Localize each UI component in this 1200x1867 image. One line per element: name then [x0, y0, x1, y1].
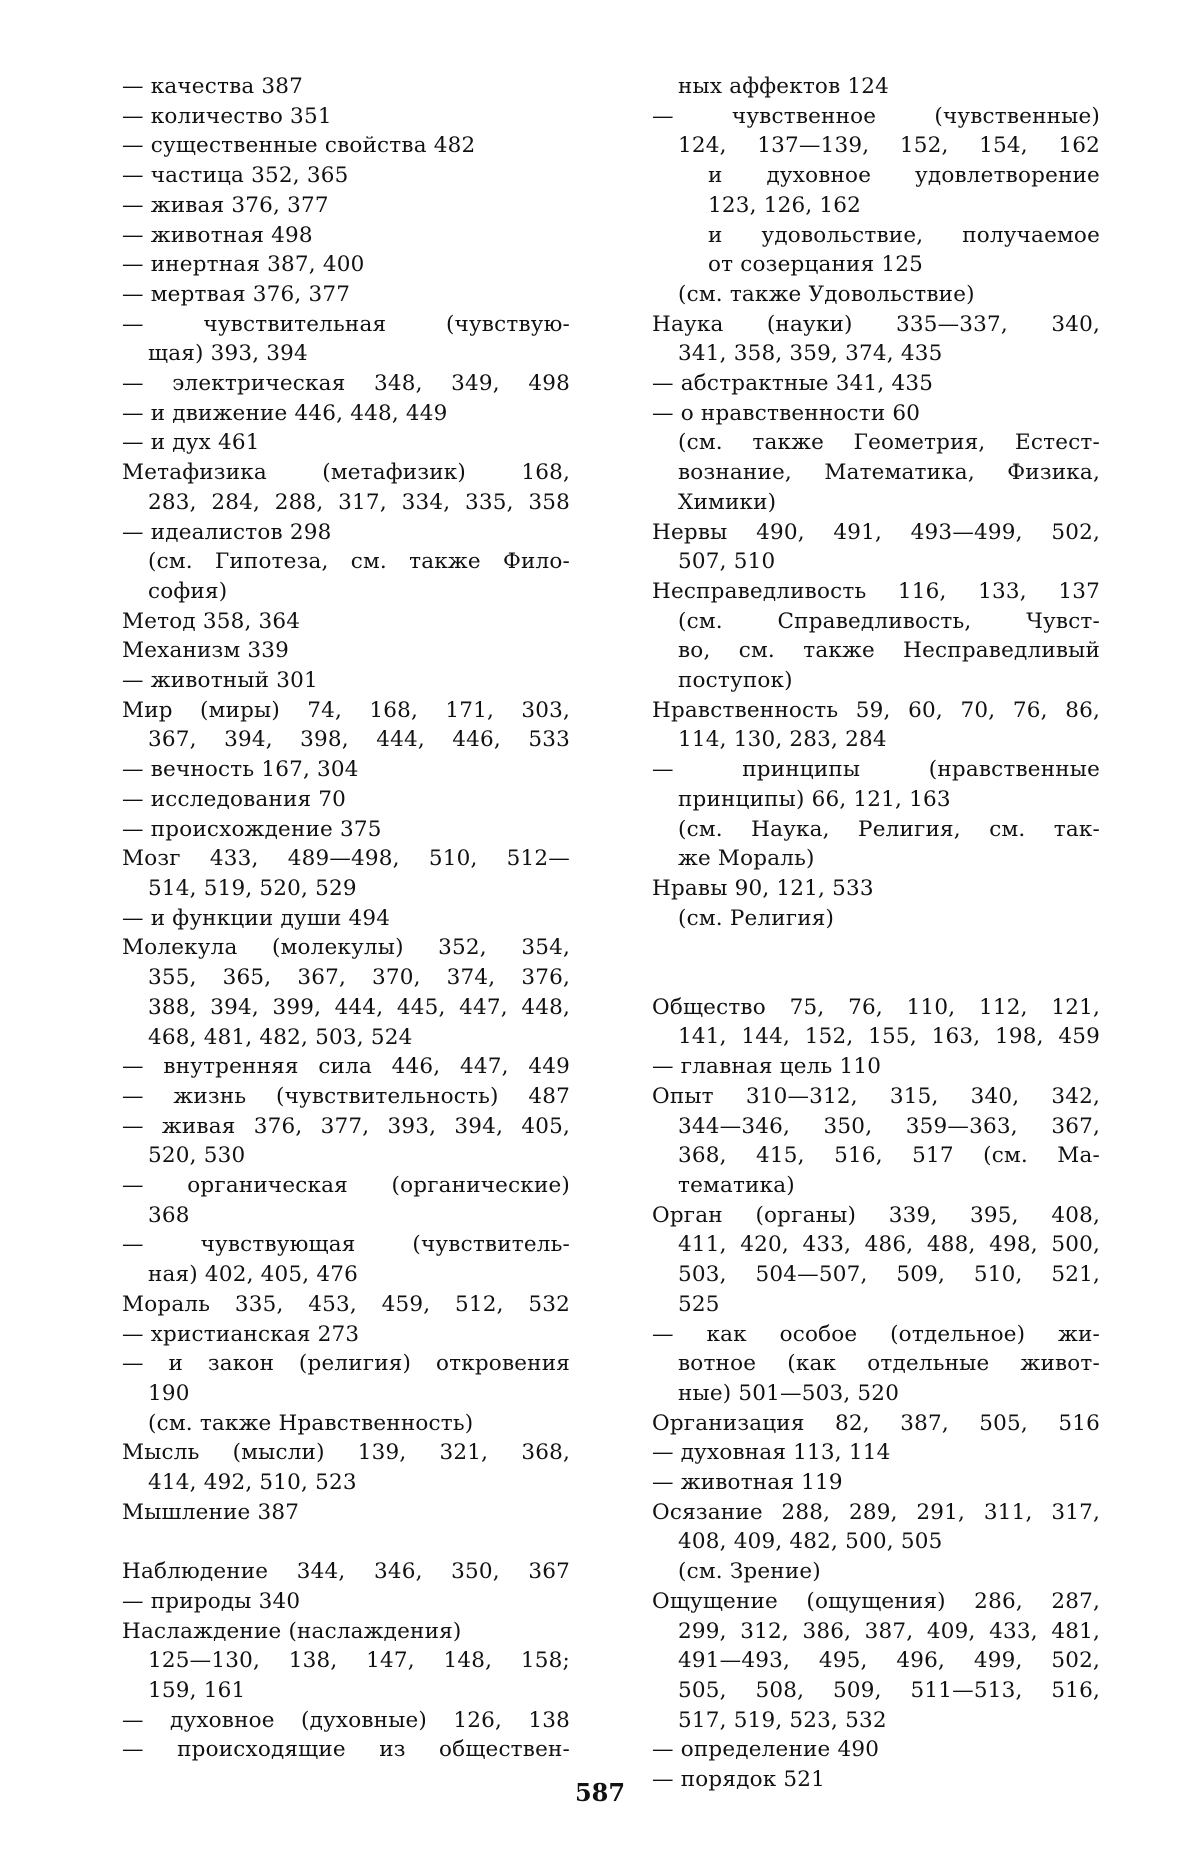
- index-entry-line: — происходящие из обществен-: [122, 1737, 570, 1763]
- index-entry-heading: Мир (миры) 74, 168, 171, 303,: [122, 697, 570, 723]
- index-entry-line: (см. Зрение): [678, 1559, 821, 1585]
- index-entry-line: поступок): [678, 668, 793, 694]
- index-entry-line: 141, 144, 152, 155, 163, 198, 459: [678, 1024, 1100, 1050]
- index-entry-line: 190: [148, 1380, 190, 1406]
- index-entry-line: — мертвая 376, 377: [122, 281, 351, 307]
- index-entry-line: 517, 519, 523, 532: [678, 1707, 887, 1733]
- index-entry-line: (см. также Геометрия, Естест-: [678, 430, 1100, 456]
- index-entry-line: — чувствующая (чувствитель-: [122, 1232, 570, 1258]
- index-entry-line: 505, 508, 509, 511—513, 516,: [678, 1677, 1100, 1703]
- index-entry-line: — духовная 113, 114: [652, 1440, 891, 1466]
- index-entry-line: — животная 498: [122, 222, 313, 248]
- index-entry-line: софия): [148, 578, 228, 604]
- index-entry-line: 520, 530: [148, 1143, 246, 1169]
- index-entry-line: ная) 402, 405, 476: [148, 1262, 358, 1288]
- index-entry-line: 388, 394, 399, 444, 445, 447, 448,: [148, 994, 570, 1020]
- index-entry-line: 114, 130, 283, 284: [678, 727, 887, 753]
- blank-line: [652, 933, 1100, 963]
- index-entry-line: же Мораль): [678, 846, 815, 872]
- index-entry-line: — и движение 446, 448, 449: [122, 400, 448, 426]
- index-entry-line: — чувственное (чувственные): [652, 103, 1100, 129]
- index-entry-line: — определение 490: [652, 1737, 880, 1763]
- index-entry-line: 491—493, 495, 496, 499, 502,: [678, 1648, 1100, 1674]
- index-entry-line: — и дух 461: [122, 430, 260, 456]
- blank-line: [652, 963, 1100, 993]
- index-entry-line: 283, 284, 288, 317, 334, 335, 358: [148, 489, 570, 515]
- index-entry-line: — животная 119: [652, 1470, 843, 1496]
- index-entry-line: — происхождение 375: [122, 816, 382, 842]
- index-entry-line: 124, 137—139, 152, 154, 162: [678, 133, 1100, 159]
- index-entry-line: — количество 351: [122, 103, 332, 129]
- page-number: 587: [574, 1778, 626, 1807]
- index-entry-line: 507, 510: [678, 549, 776, 575]
- index-entry-line: — существенные свойства 482: [122, 133, 476, 159]
- index-entry-line: — духовное (духовные) 126, 138: [122, 1707, 570, 1733]
- index-entry-line: — вечность 167, 304: [122, 757, 359, 783]
- index-entry-line: — живая 376, 377: [122, 192, 329, 218]
- index-entry-line: 468, 481, 482, 503, 524: [148, 1024, 413, 1050]
- index-entry-line: (см. Наука, Религия, см. так-: [678, 816, 1100, 842]
- index-entry-heading: Мысль (мысли) 139, 321, 368,: [122, 1440, 570, 1466]
- index-entry-heading: Несправедливость 116, 133, 137: [652, 578, 1100, 604]
- index-entry-line: 341, 358, 359, 374, 435: [678, 341, 943, 367]
- index-entry-line: — жизнь (чувствительность) 487: [122, 1083, 570, 1109]
- index-entry-heading: Наслаждение (наслаждения): [122, 1618, 462, 1644]
- index-entry-heading: Метод 358, 364: [122, 608, 301, 634]
- index-entry-line: — инертная 387, 400: [122, 252, 365, 278]
- index-entry-line: и удовольствие, получаемое: [708, 222, 1100, 248]
- index-entry-line: 355, 365, 367, 370, 374, 376,: [148, 965, 570, 991]
- index-entry-heading: Общество 75, 76, 110, 112, 121,: [652, 994, 1100, 1020]
- index-entry-heading: Мозг 433, 489—498, 510, 512—: [122, 846, 570, 872]
- index-entry-line: — принципы (нравственные: [652, 757, 1100, 783]
- index-entry-heading: Осязание 288, 289, 291, 311, 317,: [652, 1499, 1100, 1525]
- index-entry-line: 344—346, 350, 359—363, 367,: [678, 1113, 1100, 1139]
- index-entry-line: 514, 519, 520, 529: [148, 875, 357, 901]
- index-entry-line: 367, 394, 398, 444, 446, 533: [148, 727, 570, 753]
- index-entry-heading: Нравы 90, 121, 533: [652, 875, 874, 901]
- index-entry-line: 503, 504—507, 509, 510, 521,: [678, 1262, 1100, 1288]
- index-entry-line: — христианская 273: [122, 1321, 360, 1347]
- index-entry-line: 123, 126, 162: [708, 192, 862, 218]
- index-entry-line: Химики): [678, 489, 777, 515]
- index-entry-line: 159, 161: [148, 1677, 246, 1703]
- index-entry-line: 368, 415, 516, 517 (см. Ма-: [678, 1143, 1100, 1169]
- index-entry-line: — качества 387: [122, 74, 304, 99]
- index-entry-line: — порядок 521: [652, 1767, 826, 1793]
- index-entry-line: — природы 340: [122, 1588, 301, 1614]
- index-entry-line: — и функции души 494: [122, 905, 391, 931]
- index-entry-line: тематика): [678, 1172, 795, 1198]
- index-entry-heading: Метафизика (метафизик) 168,: [122, 460, 570, 486]
- index-entry-heading: Опыт 310—312, 315, 340, 342,: [652, 1083, 1100, 1109]
- blank-line: [122, 1527, 570, 1557]
- index-entry-line: (см. Справедливость, Чувст-: [678, 608, 1100, 634]
- index-entry-line: 125—130, 138, 147, 148, 158;: [148, 1648, 570, 1674]
- index-entry-heading: Мышление 387: [122, 1499, 300, 1525]
- index-entry-line: 368: [148, 1202, 190, 1228]
- index-entry-line: — чувствительная (чувствую-: [122, 311, 570, 337]
- index-entry-line: — электрическая 348, 349, 498: [122, 371, 570, 397]
- index-entry-line: — главная цель 110: [652, 1054, 882, 1080]
- index-entry-heading: Ощущение (ощущения) 286, 287,: [652, 1588, 1100, 1614]
- index-entry-line: (см. также Удовольствие): [678, 281, 975, 307]
- index-entry-heading: Мораль 335, 453, 459, 512, 532: [122, 1291, 570, 1317]
- index-entry-line: 299, 312, 386, 387, 409, 433, 481,: [678, 1618, 1100, 1644]
- index-entry-line: вотное (как отдельные живот-: [678, 1351, 1100, 1377]
- index-entry-line: — животный 301: [122, 668, 318, 694]
- index-entry-heading: Молекула (молекулы) 352, 354,: [122, 935, 570, 961]
- index-entry-line: — абстрактные 341, 435: [652, 371, 934, 397]
- index-entry-heading: Организация 82, 387, 505, 516: [652, 1410, 1100, 1436]
- index-entry-line: 414, 492, 510, 523: [148, 1470, 357, 1496]
- index-entry-line: ных аффектов 124: [678, 74, 890, 99]
- index-entry-line: — внутренняя сила 446, 447, 449: [122, 1054, 570, 1080]
- index-entry-line: (см. Гипотеза, см. также Фило-: [148, 549, 570, 575]
- index-entry-line: 408, 409, 482, 500, 505: [678, 1529, 943, 1555]
- index-entry-line: (см. также Нравственность): [148, 1410, 474, 1436]
- index-entry-heading: Механизм 339: [122, 638, 290, 664]
- index-entry-line: во, см. также Несправедливый: [678, 638, 1100, 664]
- index-entry-line: (см. Религия): [678, 905, 835, 931]
- index-entry-line: 411, 420, 433, 486, 488, 498, 500,: [678, 1232, 1100, 1258]
- index-entry-line: и духовное удовлетворение: [708, 163, 1100, 189]
- index-column-left: [122, 72, 570, 1765]
- index-entry-line: — живая 376, 377, 393, 394, 405,: [122, 1113, 570, 1139]
- index-entry-line: щая) 393, 394: [148, 341, 308, 367]
- index-entry-line: — как особое (отдельное) жи-: [652, 1321, 1100, 1347]
- index-entry-line: принципы) 66, 121, 163: [678, 786, 951, 812]
- index-entry-line: — частица 352, 365: [122, 163, 349, 189]
- index-entry-line: — о нравственности 60: [652, 400, 921, 426]
- index-entry-heading: Орган (органы) 339, 395, 408,: [652, 1202, 1100, 1228]
- index-entry-line: — и закон (религия) откровения: [122, 1351, 570, 1377]
- index-entry-heading: Наука (науки) 335—337, 340,: [652, 311, 1100, 337]
- index-column-right: [652, 72, 1100, 1795]
- index-entry-line: ные) 501—503, 520: [678, 1380, 900, 1406]
- index-entry-line: 525: [678, 1291, 720, 1317]
- index-entry-line: от созерцания 125: [708, 252, 924, 278]
- index-entry-line: — исследования 70: [122, 786, 347, 812]
- index-entry-line: вознание, Математика, Физика,: [678, 460, 1100, 486]
- index-entry-line: — органическая (органические): [122, 1173, 570, 1199]
- index-entry-heading: Наблюдение 344, 346, 350, 367: [122, 1559, 570, 1585]
- index-entry-line: — идеалистов 298: [122, 519, 332, 545]
- index-entry-heading: Нервы 490, 491, 493—499, 502,: [652, 519, 1100, 545]
- index-entry-heading: Нравственность 59, 60, 70, 76, 86,: [652, 697, 1100, 723]
